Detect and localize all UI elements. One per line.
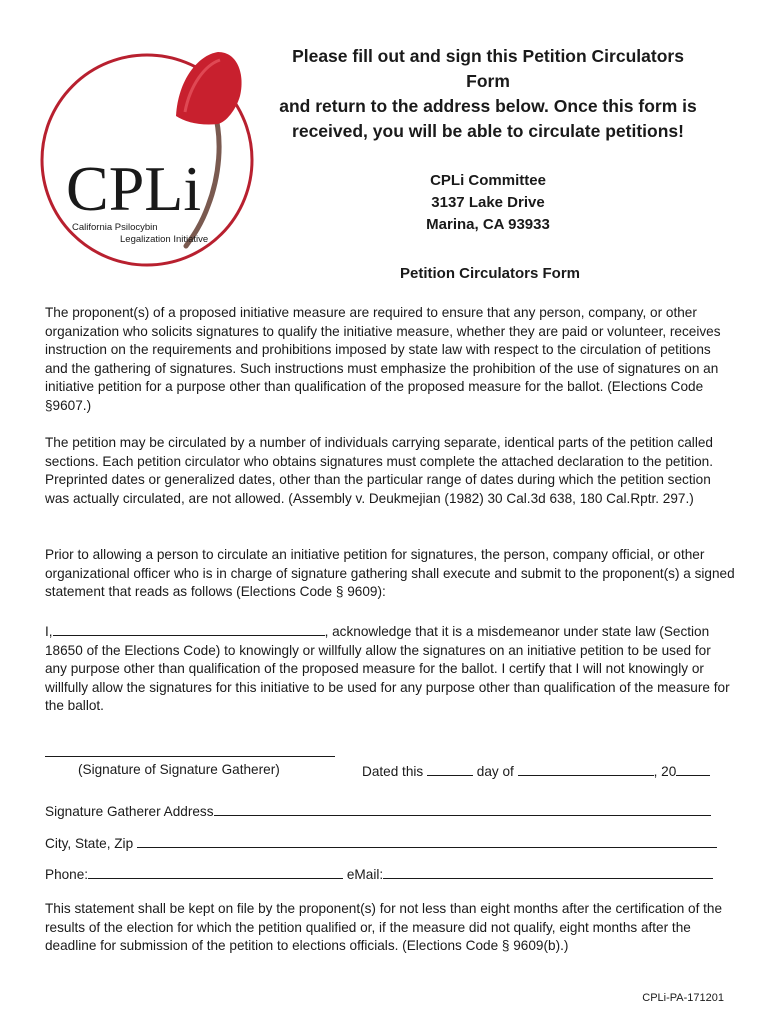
phone-field[interactable] — [88, 865, 343, 879]
city-label: City, State, Zip — [45, 836, 134, 851]
mushroom-lamp-icon — [40, 30, 280, 280]
address-field-row — [45, 802, 711, 819]
header-line-3: received, you will be able to circulate petitions! — [292, 121, 684, 141]
header-line-1: Please fill out and sign this Petition Circulators Form — [292, 46, 684, 91]
address-label: Signature Gatherer Address — [45, 804, 214, 819]
ack-prefix: I, — [45, 624, 53, 639]
ack-text: , acknowledge that it is a misdemeanor under state law (Section 18650 of the Elections Code) to knowingly or willfully allow the signatures on an initiative petition to be used for any purpose other than qualification of the proposed measure for the ballot. I certify that I will not knowingly or willfully allow the signatures for this initiative to be used for any purpose other than qualification of the measure for the ballot. — [45, 624, 730, 714]
phone-email-row — [45, 865, 713, 882]
form-header — [268, 44, 708, 236]
address-field[interactable] — [214, 802, 711, 816]
logo-subtitle-line1: California Psilocybin — [72, 222, 158, 233]
address-street: 3137 Lake Drive — [431, 194, 545, 211]
dated-prefix: Dated this — [362, 764, 424, 779]
day-of-label: day of — [476, 764, 514, 779]
signature-line[interactable] — [45, 756, 335, 757]
form-title: Petition Circulators Form — [399, 265, 581, 282]
phone-label: Phone: — [45, 867, 89, 882]
paragraph-sections: The petition may be circulated by a number of individuals carrying separate, identical parts of the petition called sections. Each petition circulator who obtains signatures must complete the attached declaration to the petition. Preprinted dates or generalized dates, other than the particular range of dates during which the petition section was actually circulated, are not allowed. (Assembly v. Deukmejian (1982) 30 Cal.3d 638, 180 Cal.Rptr. 297.) — [45, 435, 713, 506]
paragraph-statement: Prior to allowing a person to circulate an initiative petition for signatures, the person, company official, or other organizational officer who is in charge of signature gathering shall execute and submit to the proponent(s) a signed statement that reads as follows (Elections Code § 9609): — [45, 547, 735, 600]
year-blank[interactable] — [676, 762, 710, 776]
month-blank[interactable] — [518, 762, 654, 776]
dated-row — [362, 762, 710, 779]
email-label: eMail: — [346, 867, 384, 882]
paragraph-instructions: The proponent(s) of a proposed initiative measure are required to ensure that any person, company, or other organization who solicits signatures to qualify the initiative measure, whether they are paid or volunteer, receives instruction on the requirements and prohibitions imposed by state law with respect to the circulation of petitions and the gathering of signatures. Such instructions must emphasize the prohibition of the use of signatures on an initiative petition for a purpose other than qualification of the proposed measure for the ballot. (Elections Code §9607.) — [45, 305, 721, 413]
year-prefix: , 20 — [653, 764, 677, 779]
logo-subtitle-line2: Legalization Initiative — [120, 234, 209, 245]
city-field[interactable] — [137, 834, 717, 848]
paragraph-acknowledgement — [45, 622, 735, 716]
day-blank[interactable] — [427, 762, 473, 776]
logo-letters: CPLi — [66, 153, 202, 224]
header-line-2: and return to the address below. Once this form is — [279, 96, 697, 116]
paragraph-retention: This statement shall be kept on file by the proponent(s) for not less than eight months after the certification of the results of the election for which the petition qualified or, if the measure did not qualify, eight months after the deadline for submission of the petition to elections officials. (Elections Code § 9609(b).) — [45, 901, 723, 954]
city-field-row — [45, 834, 717, 851]
form-code: CPLi-PA-171201 — [642, 992, 724, 1004]
cpli-logo — [40, 30, 280, 280]
email-field[interactable] — [383, 865, 713, 879]
signature-label: (Signature of Signature Gatherer) — [78, 762, 280, 777]
name-blank[interactable] — [53, 622, 325, 636]
address-city: Marina, CA 93933 — [426, 216, 550, 233]
address-name: CPLi Committee — [430, 172, 546, 189]
mailing-address — [268, 170, 708, 236]
